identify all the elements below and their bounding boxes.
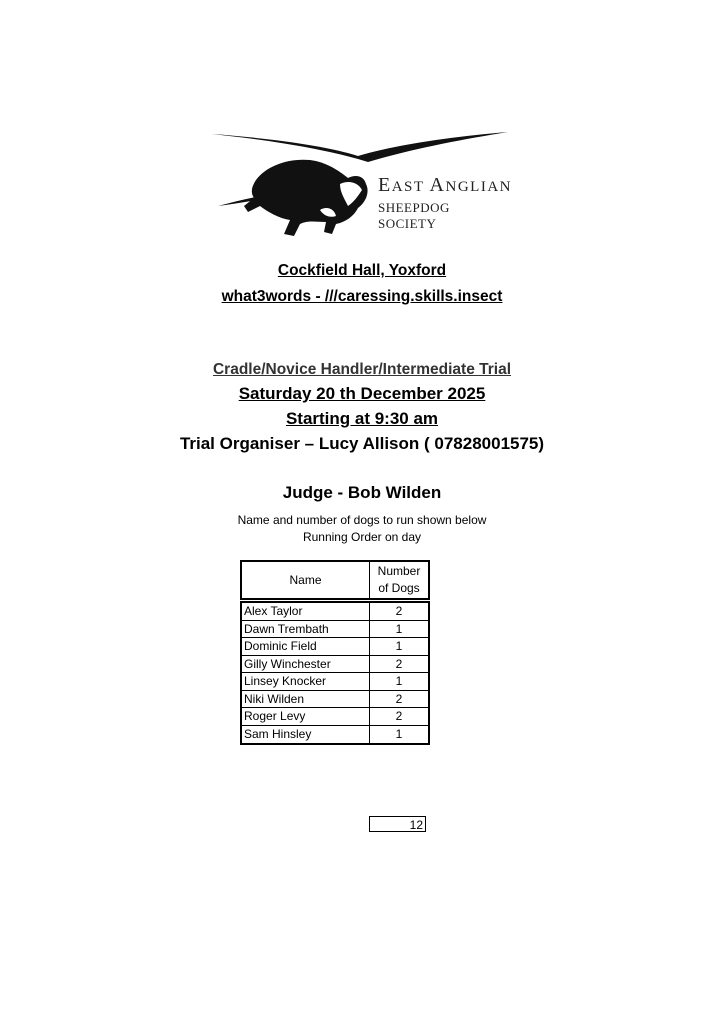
trial-organiser: Trial Organiser – Lucy Allison ( 07828001575) <box>179 434 545 453</box>
entry-dogs: 1 <box>395 726 403 741</box>
header-name: Name <box>242 562 370 598</box>
table-row <box>242 691 428 709</box>
entry-name: Niki Wilden <box>242 691 370 708</box>
table-row <box>242 638 428 656</box>
entry-dogs: 2 <box>395 691 403 706</box>
logo-subtitle: SHEEPDOG SOCIETY <box>378 200 450 231</box>
header-number-of-dogs: Number of Dogs <box>377 564 421 595</box>
trial-type: Cradle/Novice Handler/Intermediate Trial <box>212 361 512 378</box>
society-logo <box>208 126 512 244</box>
entry-dogs: 2 <box>395 709 403 723</box>
entry-name: Dawn Trembath <box>242 621 370 638</box>
judge: Judge - Bob Wilden <box>282 483 442 502</box>
table-row <box>242 656 428 674</box>
entry-name: Sam Hinsley <box>242 726 370 744</box>
table-row <box>242 726 428 744</box>
table-row <box>242 673 428 691</box>
entry-dogs: 2 <box>395 604 403 618</box>
table-row <box>242 708 428 726</box>
logo-title: EAST ANGLIAN <box>378 174 512 196</box>
note-line-2: Running Order on day <box>302 530 422 544</box>
table-header <box>240 560 430 600</box>
table-row <box>242 603 428 621</box>
entry-dogs: 1 <box>395 621 403 636</box>
start-time: Starting at 9:30 am <box>285 409 439 428</box>
what3words-location: what3words - ///caressing.skills.insect <box>221 288 503 305</box>
venue: Cockfield Hall, Yoxford <box>277 262 447 279</box>
entries-table <box>240 601 430 745</box>
trial-date: Saturday 20 th December 2025 <box>238 384 486 403</box>
table-row <box>242 621 428 639</box>
entry-dogs: 2 <box>395 656 403 671</box>
entry-name: Gilly Winchester <box>242 656 370 673</box>
logo-text <box>378 174 512 232</box>
total-dogs: 12 <box>369 816 426 832</box>
entry-name: Linsey Knocker <box>242 673 370 690</box>
note-line-1: Name and number of dogs to run shown below <box>237 513 487 527</box>
entry-dogs: 1 <box>395 639 403 653</box>
entry-name: Alex Taylor <box>242 603 370 620</box>
entry-dogs: 1 <box>395 674 403 688</box>
entry-name: Dominic Field <box>242 638 370 655</box>
entry-name: Roger Levy <box>242 708 370 725</box>
